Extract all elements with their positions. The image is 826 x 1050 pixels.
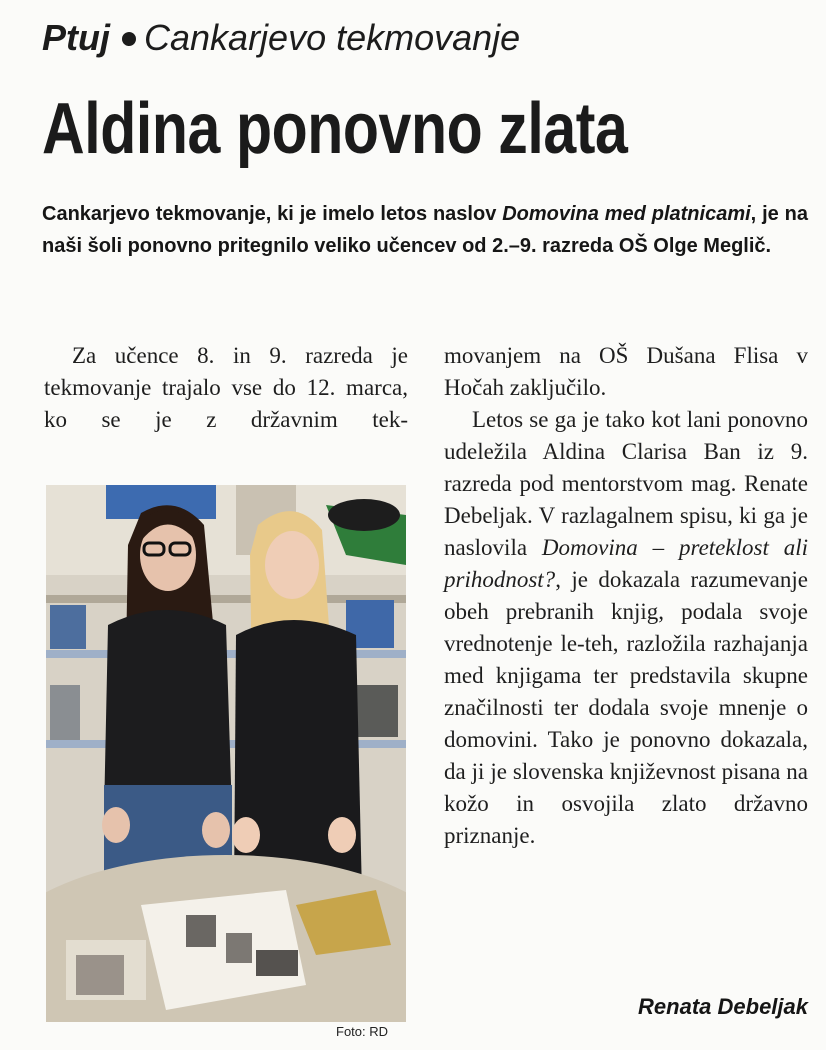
bullet-icon: [122, 32, 136, 46]
body-paragraph-1: Za učence 8. in 9. razreda je tekmovanje trajalo vse do 12. marca, ko se je z državnim tek-: [44, 343, 408, 432]
essay-title: Domovina – preteklost ali prihodnost?: [444, 535, 808, 592]
section-kicker: [42, 16, 520, 60]
article-byline: Renata Debeljak: [638, 994, 808, 1019]
body-text-2a: Letos se ga je tako kot lani ponovno udeležila Aldina Clarisa Ban iz 9. razreda pod mentorstvom mag. Renate Debeljak. V razlagalnem spisu, ki ga je naslovila: [444, 407, 808, 560]
body-paragraph-1-continued: movanjem na OŠ Dušana Flisa v Hočah zaključilo.: [444, 343, 808, 400]
kicker-place: Ptuj: [42, 17, 110, 58]
body-column-right: [444, 340, 808, 852]
body-paragraph-2: [444, 404, 808, 852]
lead-book-title: Domovina med platnicami: [502, 203, 751, 225]
article-photo: [46, 485, 406, 1022]
lead-text-1: Cankarjevo tekmovanje, ki je imelo letos naslov: [42, 203, 503, 225]
body-text-2b: , je dokazala razumevanje obeh prebranih knjig, podala svoje vrednotenje le-teh, razložila razhajanja med knjigama ter predstavila skupne značilnosti ter dodala svoje mnenje o domovini. Tako je ponovno dokazala, da ji je slovenska književnost pisana na kožo in osvojila zlato državno priznanje.: [444, 567, 808, 848]
kicker-topic: Cankarjevo tekmovanje: [144, 17, 521, 58]
body-column-left: [44, 340, 408, 436]
lead-text-2: , je na naši šoli ponovno pritegnilo veliko učencev od 2.–9. razreda OŠ Olge Meglič.: [42, 203, 808, 257]
article-lead: [42, 198, 808, 262]
photo-credit: Foto: RD: [336, 1024, 389, 1039]
article-headline: Aldina ponovno zlata: [42, 89, 628, 169]
